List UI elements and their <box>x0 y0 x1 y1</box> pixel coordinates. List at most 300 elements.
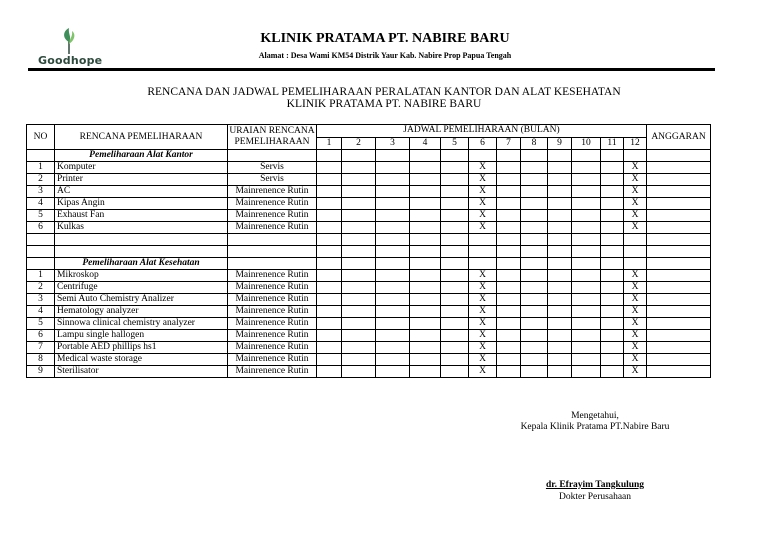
month-11-mark <box>601 174 624 186</box>
month-5-mark <box>441 222 469 234</box>
row-item: Portable AED phillips hs1 <box>55 342 228 354</box>
month-7-mark <box>497 318 521 330</box>
month-3-mark <box>376 294 410 306</box>
month-4-mark <box>410 366 441 378</box>
header-schedule: JADWAL PEMELIHARAAN (BULAN) <box>317 125 647 138</box>
row-budget <box>647 306 711 318</box>
table-row <box>27 330 711 342</box>
row-budget <box>647 318 711 330</box>
month-4-mark <box>410 306 441 318</box>
empty-cell <box>521 258 548 270</box>
month-12-mark: X <box>624 222 647 234</box>
month-12-mark: X <box>624 174 647 186</box>
row-item: Sinnowa clinical chemistry analyzer <box>55 318 228 330</box>
month-2-mark <box>342 162 376 174</box>
row-item: Kipas Angin <box>55 198 228 210</box>
row-item: Medical waste storage <box>55 354 228 366</box>
empty-cell <box>410 234 441 246</box>
empty-cell <box>497 150 521 162</box>
row-item: Kulkas <box>55 222 228 234</box>
table-row <box>27 306 711 318</box>
empty-cell <box>228 150 317 162</box>
row-number: 1 <box>27 162 55 174</box>
month-12-mark: X <box>624 306 647 318</box>
month-2-mark <box>342 294 376 306</box>
empty-cell <box>55 246 228 258</box>
month-1-mark <box>317 318 342 330</box>
empty-cell <box>647 246 711 258</box>
row-number: 2 <box>27 174 55 186</box>
month-9-mark <box>548 306 572 318</box>
row-description: Mainrenence Rutin <box>228 270 317 282</box>
empty-cell <box>410 150 441 162</box>
empty-cell <box>548 246 572 258</box>
month-11-mark <box>601 210 624 222</box>
empty-cell <box>624 234 647 246</box>
month-6-mark: X <box>469 354 497 366</box>
month-header-10: 10 <box>572 137 601 150</box>
row-description: Mainrenence Rutin <box>228 306 317 318</box>
month-1-mark <box>317 186 342 198</box>
month-3-mark <box>376 330 410 342</box>
empty-cell <box>469 258 497 270</box>
row-budget <box>647 294 711 306</box>
row-number: 5 <box>27 318 55 330</box>
empty-cell <box>441 150 469 162</box>
table-row <box>27 222 711 234</box>
month-header-4: 4 <box>410 137 441 150</box>
row-budget <box>647 342 711 354</box>
header-no: NO <box>27 125 55 150</box>
month-1-mark <box>317 198 342 210</box>
month-3-mark <box>376 186 410 198</box>
row-description: Mainrenence Rutin <box>228 222 317 234</box>
month-6-mark: X <box>469 342 497 354</box>
row-description: Mainrenence Rutin <box>228 366 317 378</box>
row-number: 4 <box>27 198 55 210</box>
month-11-mark <box>601 282 624 294</box>
month-10-mark <box>572 186 601 198</box>
empty-cell <box>624 150 647 162</box>
month-10-mark <box>572 222 601 234</box>
document-title <box>100 86 668 110</box>
month-11-mark <box>601 330 624 342</box>
month-11-mark <box>601 186 624 198</box>
month-2-mark <box>342 366 376 378</box>
company-logo <box>38 28 103 68</box>
month-2-mark <box>342 282 376 294</box>
month-1-mark <box>317 306 342 318</box>
row-number: 6 <box>27 222 55 234</box>
row-item: Mikroskop <box>55 270 228 282</box>
header-plan: RENCANA PEMELIHARAAN <box>55 125 228 150</box>
month-11-mark <box>601 162 624 174</box>
empty-cell <box>376 246 410 258</box>
empty-cell <box>572 234 601 246</box>
month-5-mark <box>441 270 469 282</box>
logo-text: Goodhope <box>38 54 103 67</box>
month-header-2: 2 <box>342 137 376 150</box>
table-row <box>27 342 711 354</box>
empty-cell <box>317 246 342 258</box>
month-3-mark <box>376 270 410 282</box>
month-7-mark <box>497 366 521 378</box>
table-row <box>27 294 711 306</box>
month-7-mark <box>497 306 521 318</box>
month-5-mark <box>441 186 469 198</box>
month-12-mark: X <box>624 282 647 294</box>
month-7-mark <box>497 330 521 342</box>
empty-cell <box>469 246 497 258</box>
month-8-mark <box>521 174 548 186</box>
row-budget <box>647 354 711 366</box>
month-4-mark <box>410 270 441 282</box>
month-8-mark <box>521 162 548 174</box>
month-12-mark: X <box>624 198 647 210</box>
signature-position: Kepala Klinik Pratama PT.Nabire Baru <box>520 422 670 432</box>
row-budget <box>647 330 711 342</box>
month-header-5: 5 <box>441 137 469 150</box>
month-4-mark <box>410 198 441 210</box>
month-12-mark: X <box>624 366 647 378</box>
month-9-mark <box>548 270 572 282</box>
month-1-mark <box>317 294 342 306</box>
month-11-mark <box>601 354 624 366</box>
empty-cell <box>27 246 55 258</box>
empty-cell <box>647 150 711 162</box>
empty-cell <box>548 150 572 162</box>
month-8-mark <box>521 294 548 306</box>
month-9-mark <box>548 366 572 378</box>
month-10-mark <box>572 366 601 378</box>
month-10-mark <box>572 330 601 342</box>
month-7-mark <box>497 222 521 234</box>
empty-cell <box>601 234 624 246</box>
month-2-mark <box>342 210 376 222</box>
month-1-mark <box>317 282 342 294</box>
month-6-mark: X <box>469 270 497 282</box>
row-number: 8 <box>27 354 55 366</box>
row-description: Servis <box>228 162 317 174</box>
month-10-mark <box>572 282 601 294</box>
empty-cell <box>521 234 548 246</box>
month-10-mark <box>572 162 601 174</box>
month-7-mark <box>497 162 521 174</box>
row-budget <box>647 222 711 234</box>
month-3-mark <box>376 162 410 174</box>
maintenance-schedule-table <box>26 124 711 378</box>
empty-cell <box>342 258 376 270</box>
table-row <box>27 162 711 174</box>
month-3-mark <box>376 354 410 366</box>
header-divider <box>28 68 715 71</box>
table-row <box>27 186 711 198</box>
header-budget: ANGGARAN <box>647 125 711 150</box>
month-9-mark <box>548 174 572 186</box>
month-8-mark <box>521 354 548 366</box>
month-5-mark <box>441 210 469 222</box>
month-11-mark <box>601 366 624 378</box>
empty-cell <box>342 234 376 246</box>
document-title-line1: RENCANA DAN JADWAL PEMELIHARAAN PERALATAN KANTOR DAN ALAT KESEHATAN <box>147 86 621 98</box>
month-9-mark <box>548 210 572 222</box>
empty-cell <box>497 234 521 246</box>
row-budget <box>647 174 711 186</box>
empty-cell <box>27 234 55 246</box>
month-5-mark <box>441 354 469 366</box>
empty-cell <box>572 246 601 258</box>
row-item: Printer <box>55 174 228 186</box>
month-9-mark <box>548 342 572 354</box>
empty-cell <box>601 246 624 258</box>
month-4-mark <box>410 186 441 198</box>
month-9-mark <box>548 282 572 294</box>
empty-cell <box>317 234 342 246</box>
month-9-mark <box>548 162 572 174</box>
row-item: AC <box>55 186 228 198</box>
month-3-mark <box>376 342 410 354</box>
month-11-mark <box>601 198 624 210</box>
spacer-row <box>27 234 711 246</box>
section-label: Pemeliharaan Alat Kesehatan <box>55 258 228 270</box>
month-8-mark <box>521 282 548 294</box>
month-4-mark <box>410 222 441 234</box>
month-2-mark <box>342 186 376 198</box>
month-1-mark <box>317 210 342 222</box>
month-7-mark <box>497 186 521 198</box>
row-number: 3 <box>27 186 55 198</box>
row-number: 6 <box>27 330 55 342</box>
month-8-mark <box>521 210 548 222</box>
month-5-mark <box>441 342 469 354</box>
month-6-mark: X <box>469 186 497 198</box>
month-9-mark <box>548 186 572 198</box>
table-row <box>27 174 711 186</box>
month-6-mark: X <box>469 318 497 330</box>
month-10-mark <box>572 174 601 186</box>
row-budget <box>647 210 711 222</box>
month-7-mark <box>497 210 521 222</box>
row-description: Mainrenence Rutin <box>228 342 317 354</box>
month-1-mark <box>317 162 342 174</box>
row-budget <box>647 366 711 378</box>
row-budget <box>647 282 711 294</box>
month-1-mark <box>317 366 342 378</box>
row-number: 5 <box>27 210 55 222</box>
schedule-body <box>27 150 711 378</box>
row-description: Mainrenence Rutin <box>228 282 317 294</box>
row-item: Exhaust Fan <box>55 210 228 222</box>
empty-cell <box>521 150 548 162</box>
row-item: Sterilisator <box>55 366 228 378</box>
month-7-mark <box>497 294 521 306</box>
month-1-mark <box>317 342 342 354</box>
month-2-mark <box>342 306 376 318</box>
month-2-mark <box>342 354 376 366</box>
clinic-title: KLINIK PRATAMA PT. NABIRE BARU <box>260 31 510 46</box>
month-2-mark <box>342 342 376 354</box>
month-7-mark <box>497 270 521 282</box>
signature-acknowledged: Mengetahui, <box>571 411 619 421</box>
month-10-mark <box>572 294 601 306</box>
month-8-mark <box>521 330 548 342</box>
row-number: 1 <box>27 270 55 282</box>
row-budget <box>647 270 711 282</box>
empty-cell <box>469 150 497 162</box>
month-header-7: 7 <box>497 137 521 150</box>
row-budget <box>647 162 711 174</box>
month-5-mark <box>441 282 469 294</box>
month-4-mark <box>410 342 441 354</box>
month-3-mark <box>376 282 410 294</box>
empty-cell <box>521 246 548 258</box>
month-5-mark <box>441 174 469 186</box>
month-header-8: 8 <box>521 137 548 150</box>
month-11-mark <box>601 306 624 318</box>
empty-cell <box>624 246 647 258</box>
row-item: Hematology analyzer <box>55 306 228 318</box>
table-row <box>27 198 711 210</box>
month-5-mark <box>441 162 469 174</box>
month-2-mark <box>342 174 376 186</box>
month-7-mark <box>497 342 521 354</box>
month-1-mark <box>317 174 342 186</box>
empty-cell <box>441 246 469 258</box>
month-8-mark <box>521 342 548 354</box>
month-5-mark <box>441 306 469 318</box>
month-10-mark <box>572 198 601 210</box>
row-budget <box>647 198 711 210</box>
row-item: Lampu single hallogen <box>55 330 228 342</box>
month-12-mark: X <box>624 330 647 342</box>
month-4-mark <box>410 330 441 342</box>
month-7-mark <box>497 282 521 294</box>
row-number: 7 <box>27 342 55 354</box>
row-number: 2 <box>27 282 55 294</box>
empty-cell <box>376 234 410 246</box>
table-row <box>27 318 711 330</box>
month-6-mark: X <box>469 282 497 294</box>
row-item: Centrifuge <box>55 282 228 294</box>
month-2-mark <box>342 270 376 282</box>
month-6-mark: X <box>469 330 497 342</box>
month-11-mark <box>601 222 624 234</box>
month-4-mark <box>410 354 441 366</box>
month-6-mark: X <box>469 198 497 210</box>
month-3-mark <box>376 198 410 210</box>
section-label: Pemeliharaan Alat Kantor <box>55 150 228 162</box>
signature-name: dr. Efrayim Tangkulung <box>545 480 645 490</box>
month-10-mark <box>572 318 601 330</box>
row-description: Mainrenence Rutin <box>228 294 317 306</box>
month-1-mark <box>317 222 342 234</box>
month-8-mark <box>521 222 548 234</box>
month-4-mark <box>410 318 441 330</box>
month-9-mark <box>548 222 572 234</box>
month-10-mark <box>572 210 601 222</box>
month-10-mark <box>572 354 601 366</box>
month-5-mark <box>441 294 469 306</box>
empty-cell <box>572 258 601 270</box>
month-3-mark <box>376 222 410 234</box>
month-9-mark <box>548 198 572 210</box>
section-header-row <box>27 258 711 270</box>
month-header-11: 11 <box>601 137 624 150</box>
empty-cell <box>317 150 342 162</box>
row-item: Komputer <box>55 162 228 174</box>
month-10-mark <box>572 342 601 354</box>
month-12-mark: X <box>624 342 647 354</box>
month-3-mark <box>376 306 410 318</box>
month-header-1: 1 <box>317 137 342 150</box>
month-12-mark: X <box>624 318 647 330</box>
empty-cell <box>441 234 469 246</box>
month-12-mark: X <box>624 162 647 174</box>
month-11-mark <box>601 342 624 354</box>
row-description: Mainrenence Rutin <box>228 198 317 210</box>
month-6-mark: X <box>469 162 497 174</box>
month-5-mark <box>441 198 469 210</box>
empty-cell <box>55 234 228 246</box>
empty-cell <box>601 150 624 162</box>
month-6-mark: X <box>469 306 497 318</box>
month-3-mark <box>376 366 410 378</box>
empty-cell <box>548 258 572 270</box>
table-row <box>27 282 711 294</box>
month-3-mark <box>376 174 410 186</box>
month-4-mark <box>410 282 441 294</box>
row-number: 9 <box>27 366 55 378</box>
month-6-mark: X <box>469 222 497 234</box>
month-8-mark <box>521 366 548 378</box>
signature-title: Dokter Perusahaan <box>558 492 631 502</box>
month-7-mark <box>497 198 521 210</box>
month-7-mark <box>497 354 521 366</box>
logo-leaf-icon <box>60 28 78 54</box>
spacer-row <box>27 246 711 258</box>
header-description: URAIAN RENCANA PEMELIHARAAN <box>228 125 317 150</box>
month-12-mark: X <box>624 210 647 222</box>
empty-cell <box>647 258 711 270</box>
month-2-mark <box>342 318 376 330</box>
month-header-6: 6 <box>469 137 497 150</box>
empty-cell <box>469 234 497 246</box>
month-2-mark <box>342 222 376 234</box>
table-row <box>27 366 711 378</box>
empty-cell <box>317 258 342 270</box>
empty-cell <box>228 246 317 258</box>
month-12-mark: X <box>624 294 647 306</box>
month-11-mark <box>601 294 624 306</box>
month-9-mark <box>548 294 572 306</box>
month-8-mark <box>521 306 548 318</box>
month-2-mark <box>342 330 376 342</box>
month-6-mark: X <box>469 174 497 186</box>
empty-cell <box>27 258 55 270</box>
empty-cell <box>410 246 441 258</box>
month-8-mark <box>521 270 548 282</box>
row-number: 3 <box>27 294 55 306</box>
document-title-line2: KLINIK PRATAMA PT. NABIRE BARU <box>286 98 482 110</box>
empty-cell <box>410 258 441 270</box>
empty-cell <box>647 234 711 246</box>
row-description: Mainrenence Rutin <box>228 354 317 366</box>
empty-cell <box>376 258 410 270</box>
month-9-mark <box>548 354 572 366</box>
month-5-mark <box>441 366 469 378</box>
month-4-mark <box>410 174 441 186</box>
row-number: 4 <box>27 306 55 318</box>
